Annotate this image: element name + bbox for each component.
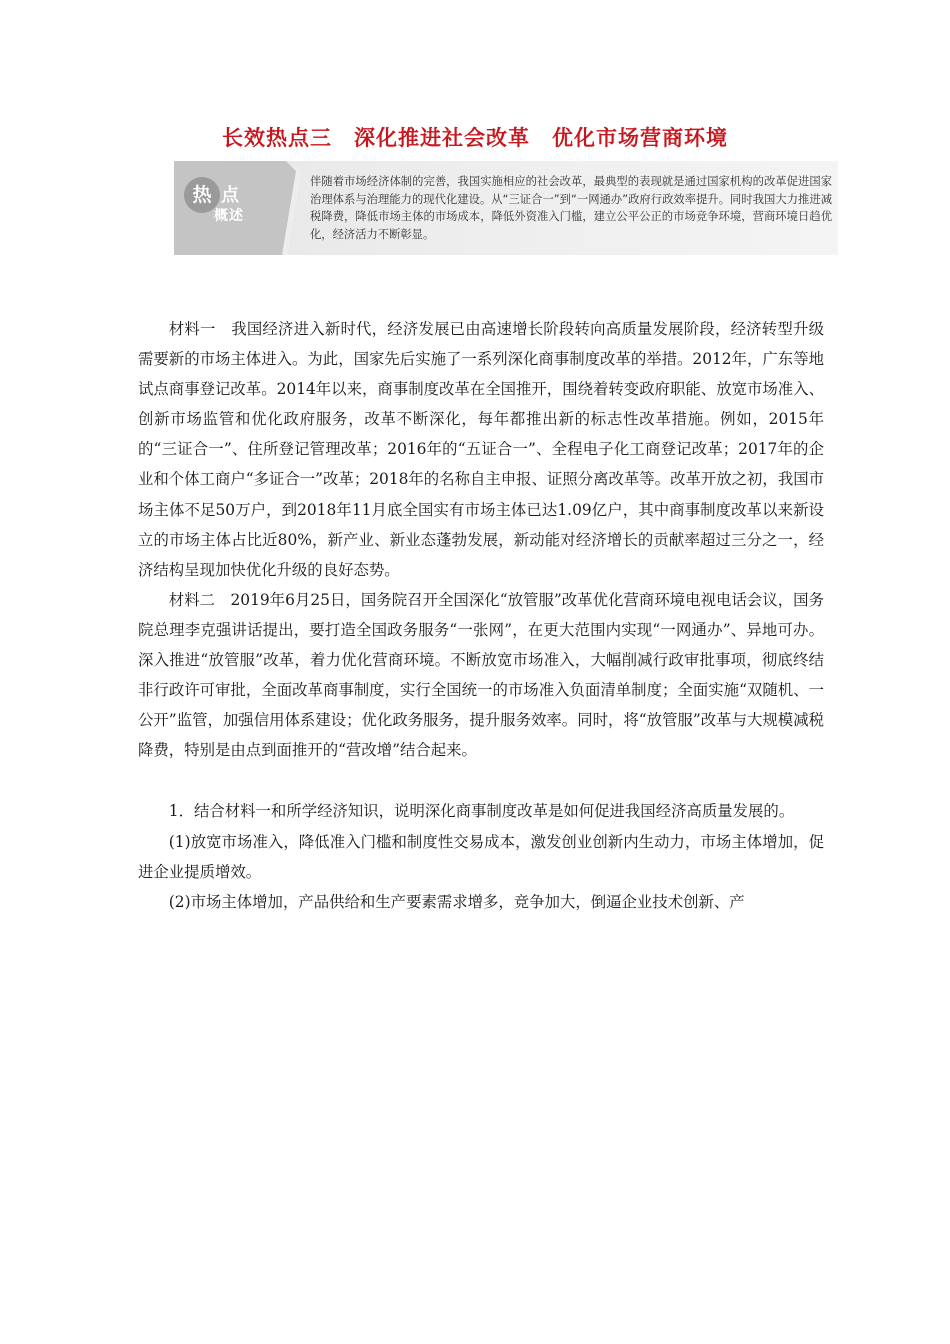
banner-text: 伴随着市场经济体制的完善，我国实施相应的社会改革，最典型的表现就是通过国家机构的改革促进国家治理体系与治理能力的现代化建设。从“三证合一”到“一网通办”政府行政效率提升。同时我国大力推进减税降费，降低市场主体的市场成本，降低外资准入门槛，建立公平公正的市场竞争环境，营商环境日趋优化，经济活力不断彰显。 [310,175,832,241]
hot-char-badge: 热 [184,177,220,213]
document-body [138,314,824,917]
answer-two: (2)市场主体增加，产品供给和生产要素需求增多，竞争加大，倒逼企业技术创新、产 [168,892,745,911]
hot-label: 点 [221,185,239,206]
answer-one: (1)放宽市场准入，降低准入门槛和制度性交易成本，激发创业创新内生动力，市场主体增加，促进企业提质增效。 [138,832,824,881]
overview-label: 概述 [214,208,244,224]
material-one: 材料一 我国经济进入新时代，经济发展已由高速增长阶段转向高质量发展阶段，经济转型升级需要新的市场主体进入。为此，国家先后实施了一系列深化商事制度改革的举措。2012年，广东等地试点商事登记改革。2014年以来，商事制度改革在全国推开，围绕着转变政府职能、放宽市场准入、创新市场监管和优化政府服务，改革不断深化，每年都推出新的标志性改革措施。例如，2015年的“三证合一”、住所登记管理改革；2016年的“五证合一”、全程电子化工商登记改革；2017年的企业和个体工商户“多证合一”改革；2018年的名称自主申报、证照分离改革等。改革开放之初，我国市场主体不足50万户，到2018年11月底全国实有市场主体已达1.09亿户，其中商事制度改革以来新设立的市场主体占比近80%，新产业、新业态蓬勃发展，新动能对经济增长的贡献率超过三分之一，经济结构呈现加快优化升级的良好态势。 [138,320,824,579]
material-two: 材料二 2019年6月25日，国务院召开全国深化“放管服”改革优化营商环境电视电话会议，国务院总理李克强讲话提出，要打造全国政务服务“一张网”，在更大范围内实现“一网通办”、异地可办。深入推进“放管服”改革，着力优化营商环境。不断放宽市场准入，大幅削减行政审批事项，彻底终结非行政许可审批，全面改革商事制度，实行全国统一的市场准入负面清单制度；全面实施“双随机、一公开”监管，加强信用体系建设；优化政务服务，提升服务效率。同时，将“放管服”改革与大规模减税降费，特别是由点到面推开的“营改增”结合起来。 [138,590,824,760]
question-one: 1．结合材料一和所学经济知识，说明深化商事制度改革是如何促进我国经济高质量发展的。 [168,802,795,821]
banner-label-block [174,161,302,255]
hotspot-overview-banner [174,161,838,255]
page-title: 长效热点三 深化推进社会改革 优化市场营商环境 [222,126,728,150]
